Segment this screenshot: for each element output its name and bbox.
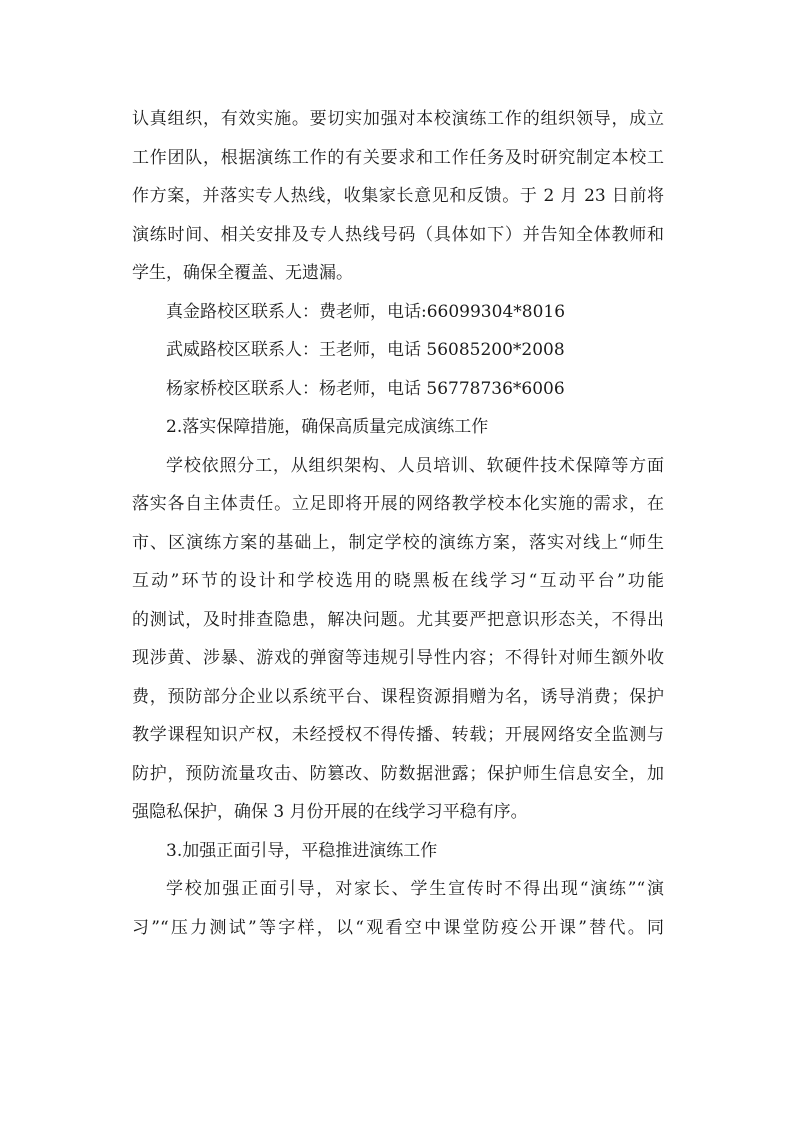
text-line: 工作团队，根据演练工作的有关要求和工作任务及时研究制定本校工 — [132, 147, 664, 168]
text-line: 强隐私保护，确保 3 月份开展的在线学习平稳有序。 — [132, 802, 528, 822]
text-line: 互动”环节的设计和学校选用的晓黑板在线学习“互动平台”功能 — [132, 571, 664, 591]
text-line: 武威路校区联系人：王老师，电话 56085200*2008 — [166, 340, 565, 360]
text-line: 3.加强正面引导，平稳推进演练工作 — [166, 840, 438, 861]
text-line: 的测试，及时排查隐患，解决问题。尤其要严把意识形态关，不得出 — [132, 609, 664, 630]
document-body — [132, 100, 664, 947]
text-line: 学校加强正面引导，对家长、学生宣传时不得出现“演练”“演 — [166, 879, 664, 899]
text-line: 杨家桥校区联系人：杨老师，电话 56778736*6006 — [166, 378, 565, 399]
text-line: 市、区演练方案的基础上，制定学校的演练方案，落实对线上“师生 — [132, 532, 664, 553]
text-line: 习”“压力测试”等字样，以“观看空中课堂防疫公开课”替代。同 — [132, 917, 664, 938]
text-line: 防护，预防流量攻击、防篡改、防数据泄露；保护师生信息安全，加 — [132, 763, 664, 784]
text-line: 2.落实保障措施，确保高质量完成演练工作 — [166, 417, 489, 437]
text-line: 认真组织，有效实施。要切实加强对本校演练工作的组织领导，成立 — [132, 109, 664, 129]
text-line: 费，预防部分企业以系统平台、课程资源捐赠为名，诱导消费；保护 — [132, 686, 664, 707]
text-line: 落实各自主体责任。立足即将开展的网络教学校本化实施的需求，在 — [132, 494, 664, 514]
text-line: 现涉黄、涉暴、游戏的弹窗等违规引导性内容；不得针对师生额外收 — [132, 648, 664, 668]
text-line: 学校依照分工，从组织架构、人员培训、软硬件技术保障等方面 — [166, 455, 664, 476]
text-line: 教学课程知识产权，未经授权不得传播、转载；开展网络安全监测与 — [132, 725, 664, 745]
text-line: 学生，确保全覆盖、无遗漏。 — [132, 263, 353, 283]
text-line: 真金路校区联系人：费老师，电话:66099304*8016 — [166, 301, 566, 322]
text-line: 作方案，并落实专人热线，收集家长意见和反馈。于 2 月 23 日前将 — [132, 186, 664, 206]
text-line: 演练时间、相关安排及专人热线号码（具体如下）并告知全体教师和 — [132, 224, 664, 245]
